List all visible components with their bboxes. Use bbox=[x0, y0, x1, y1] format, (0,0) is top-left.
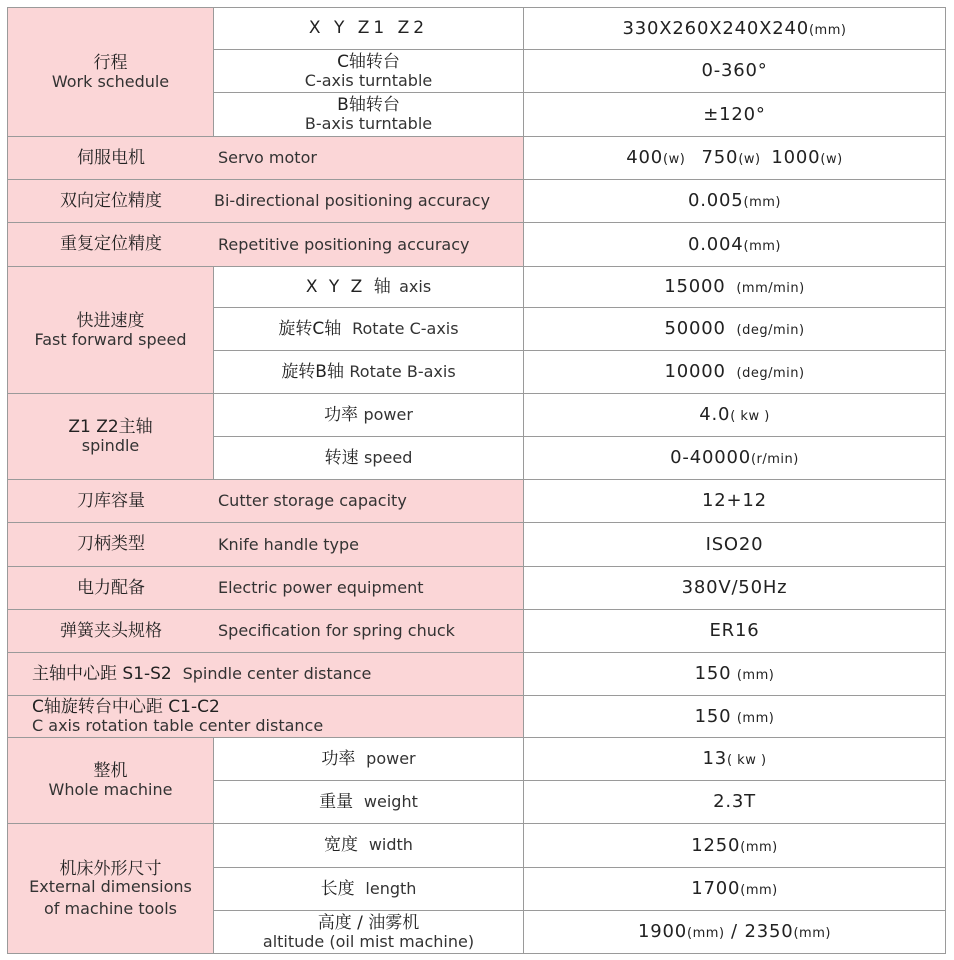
fast-c-label: 旋转C轴 Rotate C-axis bbox=[214, 308, 524, 351]
table-row bbox=[8, 696, 946, 738]
repeat-label: 重复定位精度 Repetitive positioning accuracy bbox=[8, 223, 524, 267]
table-row bbox=[8, 738, 946, 781]
travel-xyz-value: 330X260X240X240(mm) bbox=[524, 8, 946, 50]
dims-length-value: 1700(mm) bbox=[524, 868, 946, 911]
fast-c-value: 50000 (deg/min) bbox=[524, 308, 946, 351]
dims-length-label: 长度 length bbox=[214, 868, 524, 911]
chuck-label: 弹簧夹头规格 Specification for spring chuck bbox=[8, 610, 524, 653]
spindle-speed-label: 转速 speed bbox=[214, 437, 524, 480]
travel-group-en: Work schedule bbox=[51, 71, 170, 91]
table-row bbox=[8, 180, 946, 223]
whole-power-value: 13( kw ) bbox=[524, 738, 946, 781]
whole-group-label: 整机 Whole machine bbox=[8, 738, 214, 824]
servo-label: 伺服电机 Servo motor bbox=[8, 137, 524, 180]
power-eq-value: 380V/50Hz bbox=[524, 567, 946, 610]
table-row bbox=[8, 824, 946, 868]
whole-weight-label: 重量 weight bbox=[214, 781, 524, 824]
dims-width-value: 1250(mm) bbox=[524, 824, 946, 868]
table-row bbox=[8, 223, 946, 267]
table-row bbox=[8, 653, 946, 696]
whole-weight-value: 2.3T bbox=[524, 781, 946, 824]
cutter-value: 12+12 bbox=[524, 480, 946, 523]
spindle-power-value: 4.0( kw ) bbox=[524, 394, 946, 437]
fast-group-label: 快进速度 Fast forward speed bbox=[8, 267, 214, 394]
c-dist-label: C轴旋转台中心距 C1-C2 C axis rotation table center distance bbox=[8, 696, 524, 738]
table-row bbox=[8, 523, 946, 567]
travel-b-label: B轴转台 B-axis turntable bbox=[214, 93, 524, 137]
power-eq-label: 电力配备 Electric power equipment bbox=[8, 567, 524, 610]
c-dist-value: 150 (mm) bbox=[524, 696, 946, 738]
table-row bbox=[8, 394, 946, 437]
fast-b-value: 10000 (deg/min) bbox=[524, 351, 946, 394]
fast-xyz-label: X Y Z 轴 axis bbox=[214, 267, 524, 308]
knife-label: 刀柄类型 Knife handle type bbox=[8, 523, 524, 567]
table-row bbox=[8, 610, 946, 653]
spindle-group-label: Z1 Z2主轴 spindle bbox=[8, 394, 214, 480]
cutter-label: 刀库容量 Cutter storage capacity bbox=[8, 480, 524, 523]
travel-c-label: C轴转台 C-axis turntable bbox=[214, 50, 524, 93]
spec-table bbox=[7, 7, 946, 954]
whole-power-label: 功率 power bbox=[214, 738, 524, 781]
bidir-value: 0.005(mm) bbox=[524, 180, 946, 223]
table-row bbox=[8, 137, 946, 180]
dims-width-label: 宽度 width bbox=[214, 824, 524, 868]
bidir-label: 双向定位精度 Bi-directional positioning accuracy bbox=[8, 180, 524, 223]
travel-group-label bbox=[8, 8, 214, 137]
table-row bbox=[8, 267, 946, 308]
spindle-dist-label: 主轴中心距 S1-S2 Spindle center distance bbox=[8, 653, 524, 696]
spindle-power-label: 功率 power bbox=[214, 394, 524, 437]
fast-xyz-value: 15000 (mm/min) bbox=[524, 267, 946, 308]
servo-value: 400(w) 750(w) 1000(w) bbox=[524, 137, 946, 180]
travel-b-value: ±120° bbox=[524, 93, 946, 137]
table-row bbox=[8, 8, 946, 50]
spindle-speed-value: 0-40000(r/min) bbox=[524, 437, 946, 480]
travel-c-value: 0-360° bbox=[524, 50, 946, 93]
repeat-value: 0.004(mm) bbox=[524, 223, 946, 267]
table-row bbox=[8, 480, 946, 523]
fast-b-label: 旋转B轴 Rotate B-axis bbox=[214, 351, 524, 394]
table-row bbox=[8, 567, 946, 610]
dims-group-label: 机床外形尺寸 External dimensions of machine tools bbox=[8, 824, 214, 954]
dims-altitude-value: 1900(mm) / 2350(mm) bbox=[524, 911, 946, 954]
travel-group-cn: 行程 bbox=[93, 52, 128, 73]
travel-xyz-label: X Y Z1 Z2 bbox=[214, 8, 524, 50]
dims-altitude-label: 高度 / 油雾机 altitude (oil mist machine) bbox=[214, 911, 524, 954]
knife-value: ISO20 bbox=[524, 523, 946, 567]
chuck-value: ER16 bbox=[524, 610, 946, 653]
spindle-dist-value: 150 (mm) bbox=[524, 653, 946, 696]
